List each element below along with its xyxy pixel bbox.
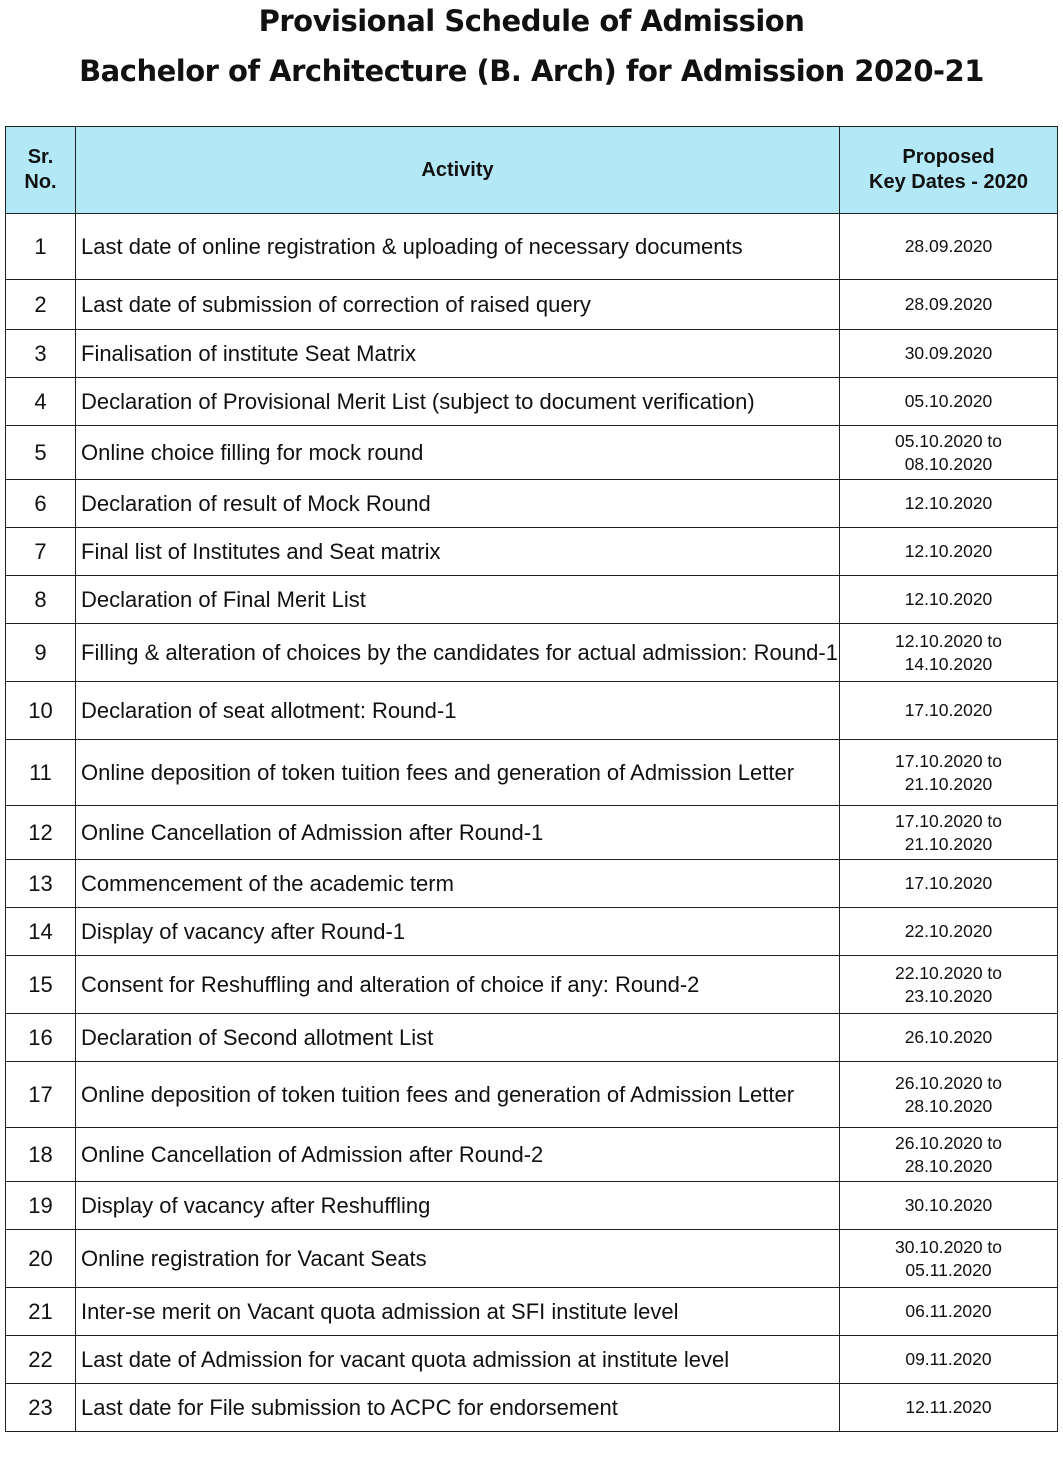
header-dates-line2: Key Dates - 2020: [869, 171, 1028, 193]
cell-key-date: [840, 1062, 1058, 1128]
table-row: [6, 576, 1058, 624]
date-line2: 28.10.2020: [904, 1155, 993, 1176]
cell-key-date: [840, 956, 1058, 1014]
cell-sr-no: 3: [6, 330, 76, 378]
cell-activity: Last date of Admission for vacant quota admission at institute level: [76, 1336, 840, 1384]
cell-key-date: [840, 740, 1058, 806]
table-row: [6, 280, 1058, 330]
document-title: Provisional Schedule of Admission: [258, 4, 805, 38]
cell-key-date: [840, 1288, 1058, 1336]
table-row: [6, 806, 1058, 860]
cell-sr-no: 20: [6, 1230, 76, 1288]
cell-key-date: [840, 1128, 1058, 1182]
table-row: [6, 1230, 1058, 1288]
cell-key-date: [840, 576, 1058, 624]
cell-key-date: [840, 860, 1058, 908]
date-line1: 28.09.2020: [904, 294, 993, 314]
cell-key-date: [840, 528, 1058, 576]
cell-sr-no: 9: [6, 624, 76, 682]
cell-activity: Last date for File submission to ACPC for endorsement: [76, 1384, 840, 1432]
cell-sr-no: 5: [6, 426, 76, 480]
cell-activity: Online Cancellation of Admission after Round-1: [76, 806, 840, 860]
cell-activity: Inter-se merit on Vacant quota admission at SFI institute level: [76, 1288, 840, 1336]
date-line1: 22.10.2020 to: [894, 962, 1003, 983]
cell-activity: Commencement of the academic term: [76, 860, 840, 908]
admission-schedule-table: [5, 126, 1058, 1432]
table-row: [6, 624, 1058, 682]
cell-activity: Online deposition of token tuition fees and generation of Admission Letter: [76, 740, 840, 806]
cell-activity: Declaration of result of Mock Round: [76, 480, 840, 528]
date-line1: 26.10.2020 to: [894, 1132, 1003, 1153]
date-line1: 12.10.2020: [904, 493, 993, 513]
table-row: [6, 740, 1058, 806]
cell-key-date: [840, 806, 1058, 860]
header-activity: Activity: [76, 127, 840, 214]
cell-activity: Online Cancellation of Admission after Round-2: [76, 1128, 840, 1182]
table-row: [6, 528, 1058, 576]
table-row: [6, 1288, 1058, 1336]
cell-activity: Declaration of Final Merit List: [76, 576, 840, 624]
date-line2: 21.10.2020: [904, 833, 993, 854]
date-line2: 05.11.2020: [905, 1259, 992, 1280]
header-key-dates: [840, 127, 1058, 214]
cell-key-date: [840, 330, 1058, 378]
date-line1: 30.09.2020: [904, 343, 993, 363]
table-row: [6, 1014, 1058, 1062]
cell-key-date: [840, 480, 1058, 528]
cell-activity: Last date of submission of correction of raised query: [76, 280, 840, 330]
cell-activity: Display of vacancy after Reshuffling: [76, 1182, 840, 1230]
cell-activity: Last date of online registration & uploading of necessary documents: [76, 214, 840, 280]
cell-sr-no: 13: [6, 860, 76, 908]
table-body: [6, 214, 1058, 1432]
date-line2: 08.10.2020: [904, 453, 993, 474]
header-dates-line1: Proposed: [902, 146, 995, 168]
date-line2: 23.10.2020: [904, 985, 993, 1006]
cell-key-date: [840, 1336, 1058, 1384]
cell-sr-no: 11: [6, 740, 76, 806]
cell-sr-no: 7: [6, 528, 76, 576]
cell-key-date: [840, 1384, 1058, 1432]
cell-activity: Declaration of seat allotment: Round-1: [76, 682, 840, 740]
date-line1: 30.10.2020 to: [894, 1236, 1003, 1257]
cell-sr-no: 1: [6, 214, 76, 280]
cell-sr-no: 12: [6, 806, 76, 860]
date-line1: 26.10.2020 to: [894, 1072, 1003, 1093]
document-subtitle: Bachelor of Architecture (B. Arch) for Admission 2020-21: [79, 54, 984, 88]
date-line1: 12.11.2020: [905, 1397, 992, 1417]
table-row: [6, 1182, 1058, 1230]
cell-key-date: [840, 908, 1058, 956]
cell-sr-no: 19: [6, 1182, 76, 1230]
cell-sr-no: 18: [6, 1128, 76, 1182]
date-line1: 05.10.2020 to: [894, 430, 1003, 451]
cell-sr-no: 6: [6, 480, 76, 528]
date-line2: 28.10.2020: [904, 1095, 993, 1116]
cell-sr-no: 22: [6, 1336, 76, 1384]
date-line1: 09.11.2020: [905, 1349, 992, 1369]
date-line1: 26.10.2020: [904, 1027, 993, 1047]
table-row: [6, 908, 1058, 956]
cell-key-date: [840, 1014, 1058, 1062]
table-row: [6, 426, 1058, 480]
date-line1: 17.10.2020: [904, 700, 993, 720]
table-row: [6, 682, 1058, 740]
table-row: [6, 214, 1058, 280]
cell-activity: Finalisation of institute Seat Matrix: [76, 330, 840, 378]
cell-activity: Online registration for Vacant Seats: [76, 1230, 840, 1288]
cell-activity: Consent for Reshuffling and alteration of choice if any: Round-2: [76, 956, 840, 1014]
date-line1: 06.11.2020: [905, 1301, 992, 1321]
cell-activity: Display of vacancy after Round-1: [76, 908, 840, 956]
date-line1: 30.10.2020: [904, 1195, 993, 1215]
table-row: [6, 330, 1058, 378]
cell-sr-no: 17: [6, 1062, 76, 1128]
cell-sr-no: 16: [6, 1014, 76, 1062]
table-row: [6, 1336, 1058, 1384]
date-line1: 28.09.2020: [904, 236, 993, 256]
header-sr-line2: No.: [24, 171, 57, 193]
cell-activity: Online deposition of token tuition fees and generation of Admission Letter: [76, 1062, 840, 1128]
date-line1: 22.10.2020: [904, 921, 993, 941]
cell-key-date: [840, 682, 1058, 740]
table-row: [6, 378, 1058, 426]
date-line1: 12.10.2020 to: [894, 630, 1003, 651]
cell-activity: Declaration of Provisional Merit List (subject to document verification): [76, 378, 840, 426]
cell-key-date: [840, 426, 1058, 480]
cell-key-date: [840, 378, 1058, 426]
date-line1: 17.10.2020: [904, 873, 993, 893]
cell-activity: Declaration of Second allotment List: [76, 1014, 840, 1062]
cell-sr-no: 15: [6, 956, 76, 1014]
table-row: [6, 860, 1058, 908]
cell-key-date: [840, 624, 1058, 682]
cell-sr-no: 8: [6, 576, 76, 624]
date-line2: 14.10.2020: [904, 653, 993, 674]
cell-sr-no: 21: [6, 1288, 76, 1336]
cell-activity: Filling & alteration of choices by the candidates for actual admission: Round-1: [76, 624, 840, 682]
table-row: [6, 1062, 1058, 1128]
cell-sr-no: 14: [6, 908, 76, 956]
cell-sr-no: 23: [6, 1384, 76, 1432]
table-row: [6, 480, 1058, 528]
date-line1: 12.10.2020: [904, 541, 993, 561]
table-header-row: [6, 127, 1058, 214]
cell-key-date: [840, 214, 1058, 280]
header-sr-no: [6, 127, 76, 214]
cell-sr-no: 2: [6, 280, 76, 330]
cell-key-date: [840, 280, 1058, 330]
cell-key-date: [840, 1182, 1058, 1230]
table-row: [6, 956, 1058, 1014]
date-line2: 21.10.2020: [904, 773, 993, 794]
date-line1: 17.10.2020 to: [894, 750, 1003, 771]
table-row: [6, 1128, 1058, 1182]
date-line1: 12.10.2020: [904, 589, 993, 609]
cell-activity: Online choice filling for mock round: [76, 426, 840, 480]
date-line1: 05.10.2020: [904, 391, 993, 411]
cell-sr-no: 4: [6, 378, 76, 426]
cell-activity: Final list of Institutes and Seat matrix: [76, 528, 840, 576]
cell-key-date: [840, 1230, 1058, 1288]
header-sr-line1: Sr.: [27, 146, 54, 168]
cell-sr-no: 10: [6, 682, 76, 740]
date-line1: 17.10.2020 to: [894, 810, 1003, 831]
table-row: [6, 1384, 1058, 1432]
